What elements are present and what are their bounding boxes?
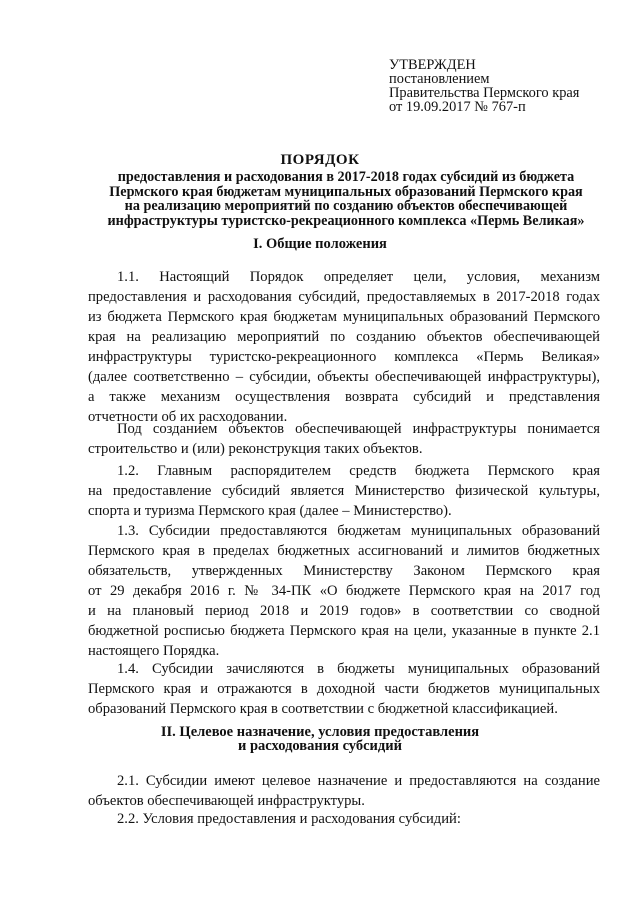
text-line: 2.2. Условия предоставления и расходования субсидий: <box>117 811 461 827</box>
text-line: Под созданием объектов обеспечивающей инфраструктуры понимается <box>117 421 600 437</box>
text-line: настоящего Порядка. <box>88 643 220 659</box>
text-line: а также механизм осуществления возврата субсидий и представления <box>88 389 600 405</box>
text-line: края на реализацию мероприятий по созданию объектов обеспечивающей <box>88 329 600 345</box>
text-line: из бюджета Пермского края бюджетам муниципальных образований Пермского <box>88 309 600 325</box>
text-line: 2.1. Субсидии имеют целевое назначение и предоставляются на создание <box>117 773 600 789</box>
text-line: образований Пермского края в соответствии с бюджетной классификацией. <box>88 701 558 717</box>
section-1-heading: I. Общие положения <box>253 236 387 252</box>
text-line: предоставления и расходования субсидий, предоставляемых в 2017-2018 годах <box>88 289 600 305</box>
approval-line: от 19.09.2017 № 767-п <box>389 99 526 115</box>
section-2-heading: II. Целевое назначение, условия предоставления и расходования субсидий <box>160 724 480 754</box>
text-line: 1.3. Субсидии предоставляются бюджетам муниципальных образований <box>117 523 600 539</box>
text-line: 1.2. Главным распорядителем средств бюджета Пермского края <box>117 463 600 479</box>
text-line: (далее соответственно – субсидии, объекты обеспечивающей инфраструктуры), <box>88 369 600 385</box>
approval-line: Правительства Пермского края <box>389 85 580 101</box>
text-line: обязательств, утвержденных Министерству Законом Пермского края <box>88 563 600 579</box>
approval-line: постановлением <box>389 71 490 87</box>
document-title: ПОРЯДОК <box>280 152 360 168</box>
subtitle-line: предоставления и расходования в 2017-2018 годах субсидий из бюджета <box>117 169 575 185</box>
text-line: на предоставление субсидий является Министерство физической культуры, <box>88 483 600 499</box>
text-line: объектов обеспечивающей инфраструктуры. <box>88 793 365 809</box>
text-line: Пермского края и отражаются в доходной части бюджетов муниципальных <box>88 681 600 697</box>
document-subtitle <box>86 170 606 228</box>
text-line: Пермского края в пределах бюджетных ассигнований и лимитов бюджетных <box>88 543 600 559</box>
text-line: инфраструктуры туристско-рекреационного комплекса «Пермь Великая» <box>88 349 600 365</box>
text-line: 1.4. Субсидии зачисляются в бюджеты муниципальных образований <box>117 661 600 677</box>
subtitle-line: на реализацию мероприятий по созданию объектов обеспечивающей <box>124 198 568 214</box>
approval-line: УТВЕРЖДЕН <box>389 57 476 73</box>
text-line: и на плановый период 2018 и 2019 годов» в соответствии со сводной <box>88 603 600 619</box>
text-line: отчетности об их расходовании. <box>88 409 288 425</box>
text-line: бюджетной росписью бюджета Пермского края на цели, указанные в пункте 2.1 <box>88 623 600 639</box>
text-line: 1.1. Настоящий Порядок определяет цели, условия, механизм <box>117 269 600 285</box>
text-line: спорта и туризма Пермского края (далее – Министерство). <box>88 503 452 519</box>
subtitle-line: инфраструктуры туристско-рекреационного комплекса «Пермь Великая» <box>107 212 585 229</box>
text-line: от 29 декабря 2016 г. № 34-ПК «О бюджете Пермского края на 2017 год <box>88 583 600 599</box>
subtitle-line: Пермского края бюджетам муниципальных образований Пермского края <box>109 183 583 200</box>
text-line: строительство и (или) реконструкция таких объектов. <box>88 441 423 457</box>
approval-stamp <box>389 58 579 114</box>
